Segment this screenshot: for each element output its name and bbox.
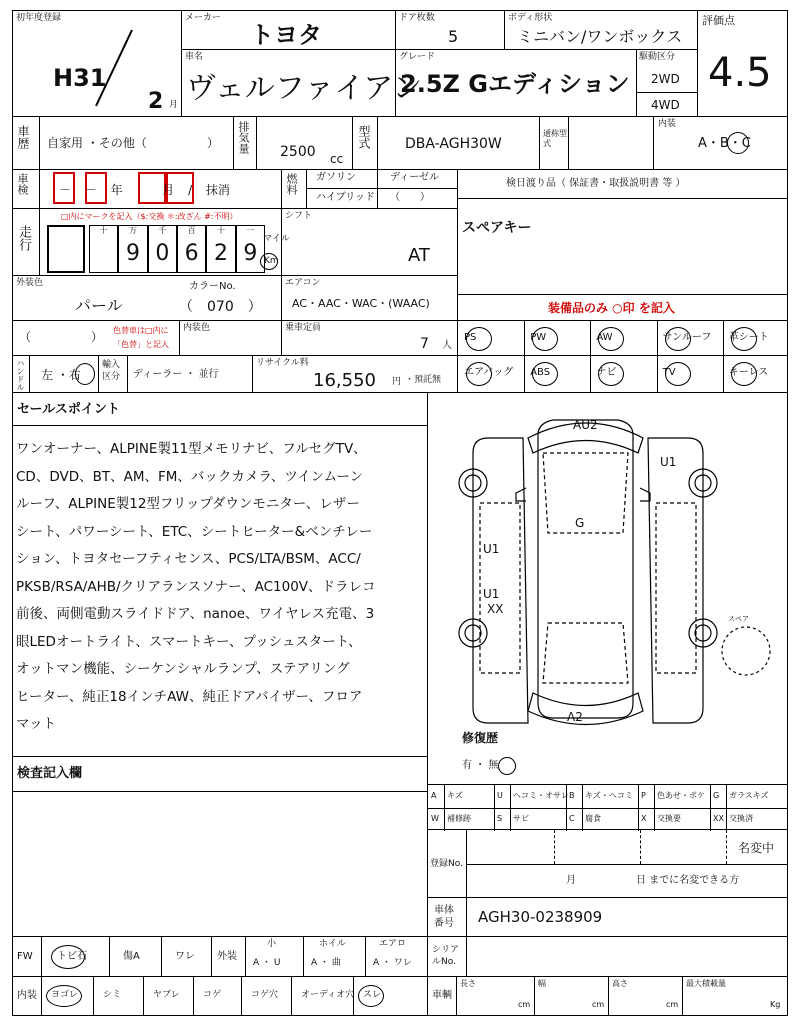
sales-points-line: ルーフ、ALPINE製12型フリップダウンモニター、レザー xyxy=(16,496,360,512)
equip-item-3: TV xyxy=(662,367,676,378)
mileage-unit-0: 十 xyxy=(99,226,108,235)
legend-divider xyxy=(582,785,583,808)
score-cell xyxy=(697,10,788,117)
mileage-unit: マイル xyxy=(263,234,290,244)
legend-label: 腐食 xyxy=(585,814,601,823)
interior-item-divider xyxy=(193,977,194,1015)
fw-label: FW xyxy=(17,951,33,962)
legend-code: XX xyxy=(713,814,724,823)
dims-height-unit: cm xyxy=(666,1000,679,1009)
common-model-label: 通称型式 xyxy=(543,129,567,148)
inspection-cell xyxy=(12,169,282,209)
capacity-unit: 人 xyxy=(442,340,452,351)
mileage-digit-4: 2 xyxy=(214,241,228,266)
interior-item-0: ヨゴレ xyxy=(51,990,79,1000)
import-label: 輸入区分 xyxy=(102,360,121,382)
interior-value: A・B・C xyxy=(698,136,751,151)
bottom-interior-label: 内装 xyxy=(17,990,37,1001)
equip-item-3: サンルーフ xyxy=(662,332,712,343)
legend-divider xyxy=(638,808,639,831)
equip-item-4: キーレス xyxy=(728,367,769,378)
dims-length-unit: cm xyxy=(518,1000,531,1009)
score-label: 評価点 xyxy=(702,14,735,27)
legend-label: 交換要 xyxy=(657,814,681,823)
handle-cell xyxy=(12,355,99,393)
equip-item-0-circle xyxy=(466,327,492,351)
interior-item-6: スレ xyxy=(363,990,382,1000)
legend-code: S xyxy=(497,814,503,823)
maker-cell xyxy=(181,10,396,50)
fuel-cell xyxy=(281,169,458,209)
color-change-cell xyxy=(12,320,180,356)
notes-cell xyxy=(457,198,788,295)
interior-item-5: オーディオ穴 xyxy=(301,990,355,1000)
interior-item-6-circle xyxy=(358,985,384,1007)
history-label: 車歴 xyxy=(16,125,30,149)
equip-divider xyxy=(723,321,724,355)
registration-label: 登録No. xyxy=(430,859,463,869)
interior-b-circle xyxy=(727,132,749,154)
legend-divider xyxy=(444,785,445,808)
wheel-value: A ・ 曲 xyxy=(311,958,341,968)
equip-item-0: PS xyxy=(464,332,477,343)
fuel-diesel: ディーゼル xyxy=(390,172,439,183)
doors-label: ドア枚数 xyxy=(399,13,435,23)
sales-points-line: マット xyxy=(16,716,56,732)
grade-value: 2.5Z Gエディション xyxy=(400,70,630,98)
body-value: ミニバン/ワンボックス xyxy=(517,27,683,46)
equip-item-1: PW xyxy=(530,332,547,343)
dims-maxload: 最大積載量 xyxy=(686,979,726,988)
damage-u1-a: U1 xyxy=(483,542,500,556)
aircon-cell xyxy=(281,275,458,321)
legend-label: 補修跡 xyxy=(447,814,471,823)
handle-value: 左 ・右 xyxy=(41,368,81,382)
displacement-unit: cc xyxy=(330,152,344,166)
exterior-color-cell xyxy=(12,275,282,321)
equip-divider xyxy=(524,356,525,392)
sales-points-line: CD、DVD、BT、AM、FM、バックカメラ、ツインムーン xyxy=(16,468,364,485)
legend-divider xyxy=(494,785,495,808)
first-registration-label: 初年度登録 xyxy=(16,13,62,23)
mileage-mark-box xyxy=(47,225,85,273)
inspection-label: 車検 xyxy=(16,173,29,195)
equip-divider xyxy=(657,321,658,355)
import-value: ディーラー ・ 並行 xyxy=(133,369,219,380)
shift-value: AT xyxy=(408,245,430,266)
legend-label: ヘコミ・オサレ xyxy=(513,791,569,800)
inspection-notes-title: 検査記入欄 xyxy=(17,766,83,781)
legend-code: B xyxy=(569,791,575,800)
name-change-value: 名変中 xyxy=(738,841,775,855)
aero-label: エアロ xyxy=(379,939,407,949)
maker-label: メーカー xyxy=(185,13,221,23)
dims-width: 幅 xyxy=(538,979,546,988)
chassis-label: 車体番号 xyxy=(434,905,454,929)
shift-cell xyxy=(281,208,458,276)
legend-divider xyxy=(444,808,445,831)
damage-au2: AU2 xyxy=(573,418,598,432)
interior-item-divider xyxy=(241,977,242,1015)
equipment-title: 装備品のみ ○印 を記入 xyxy=(548,301,675,315)
equip-item-2: ナビ xyxy=(596,367,617,378)
legend-label: 色あせ・ボケ xyxy=(657,791,705,800)
color-no-value: （ 070 ） xyxy=(179,299,262,315)
equip-divider xyxy=(590,356,591,392)
color-note-1: 色替車は□内に xyxy=(113,326,169,335)
equip-item-2-circle xyxy=(598,327,624,351)
equipment-row-1 xyxy=(457,320,788,356)
mileage-unit-5: 一 xyxy=(246,226,255,235)
equip-item-4: 革シート xyxy=(728,332,769,343)
recycle-label: リサイクル料 xyxy=(256,358,309,368)
damage-g: G xyxy=(575,516,585,530)
fw-item-1: 傷A xyxy=(123,951,140,962)
legend-divider xyxy=(566,808,567,831)
fw-item-0: トビ石 xyxy=(57,951,87,962)
equip-item-4-circle xyxy=(731,362,757,386)
damage-xx: XX xyxy=(487,602,504,616)
repair-none-circle xyxy=(498,757,516,775)
damage-a2: A2 xyxy=(567,710,583,724)
interior-item-2: ヤブレ xyxy=(153,990,180,1000)
interior-item-1: シミ xyxy=(103,990,122,1000)
notes-value: スペアキー xyxy=(462,220,532,236)
shift-label: シフト xyxy=(285,211,313,221)
small-value: A ・ U xyxy=(253,958,281,968)
legend-code: X xyxy=(641,814,647,823)
equipment-title-cell xyxy=(457,294,788,321)
equip-item-1-circle xyxy=(532,362,558,386)
model-cell xyxy=(352,116,540,170)
month-unit: 月 xyxy=(169,100,179,110)
color-note-2: 「色替」と記入 xyxy=(113,340,169,349)
equip-item-4-circle xyxy=(731,327,757,351)
interior-item-3: コゲ xyxy=(203,990,222,1000)
registration-slash xyxy=(90,28,140,108)
capacity-label: 乗車定員 xyxy=(285,323,322,333)
legend-divider xyxy=(710,808,711,831)
serial-cell xyxy=(427,936,788,977)
exterior-color-label: 外装色 xyxy=(16,278,44,288)
documents-value: 検日渡り品（ 保証書・取扱説明書 等 ） xyxy=(506,178,686,189)
capacity-cell xyxy=(281,320,458,356)
mileage-label: 走行 xyxy=(16,225,31,251)
history-value: 自家用 ・その他（ ） xyxy=(47,136,219,150)
legend-divider xyxy=(726,808,727,831)
serial-label: シリアルNo. xyxy=(432,945,460,967)
aero-value: A ・ ワレ xyxy=(373,958,412,968)
mileage-digit-1: 9 xyxy=(126,241,140,266)
handle-label: ハンドル xyxy=(16,359,25,391)
history-cell xyxy=(12,116,234,170)
chassis-value: AGH30-0238909 xyxy=(478,908,603,926)
fw-item-2: ワレ xyxy=(175,951,195,962)
mileage-digits xyxy=(89,225,265,273)
inspection-value: － － 年 月 / 抹消 xyxy=(59,183,230,197)
legend-label: キズ xyxy=(447,791,463,800)
equip-item-0-circle xyxy=(466,362,492,386)
km-circle xyxy=(260,253,278,270)
damage-u1-top: U1 xyxy=(660,455,677,469)
equip-divider xyxy=(590,321,591,355)
first-registration-era: H31 xyxy=(53,64,107,92)
mileage-digit-3: 6 xyxy=(184,241,199,266)
interior-item-4: コゲ穴 xyxy=(251,990,279,1000)
legend-divider xyxy=(654,785,655,808)
recycle-unit: 円 xyxy=(392,377,402,387)
equip-divider xyxy=(723,356,724,392)
legend-label: サビ xyxy=(513,814,529,823)
fuel-gasoline: ガソリン xyxy=(316,172,356,183)
equip-divider xyxy=(657,356,658,392)
fw-item-0-circle xyxy=(51,945,85,969)
mileage-mark-note: □内にマークを記入（$:交換 ＊:改ざん #:不明） xyxy=(61,212,238,221)
color-change-value: （ ） xyxy=(19,330,104,344)
vehicle-dims-cell xyxy=(427,976,788,1016)
sales-points-line: PKSB/RSA/AHB/クリアランスソナー、AC100V、ドラレコ xyxy=(16,578,376,595)
equip-item-3-circle xyxy=(662,362,691,386)
equipment-row-2 xyxy=(457,355,788,393)
repair-title: 修復歴 xyxy=(462,731,499,745)
sales-points-line: 眼LEDオートライト、スマートキー、プッシュスタート、 xyxy=(16,633,362,650)
equip-item-2-circle xyxy=(598,362,624,386)
drive-label: 駆動区分 xyxy=(639,52,676,62)
repair-answer: 有 ・ 無 xyxy=(462,760,499,771)
import-cell xyxy=(98,355,253,393)
registration-cell xyxy=(427,829,788,898)
legend-label: キズ・ヘコミ xyxy=(585,791,633,800)
legend-code: A xyxy=(431,791,437,800)
sales-points-section xyxy=(12,392,428,757)
model-value: DBA-AGH30W xyxy=(405,136,502,152)
sales-points-line: シート、パワーシート、ETC、シートヒーター&ベンチレー xyxy=(16,523,373,540)
legend-divider xyxy=(710,785,711,808)
interior-item-divider xyxy=(41,977,42,1015)
damage-diagram-section xyxy=(427,392,788,785)
drive-2wd: 2WD xyxy=(651,72,680,86)
mileage-unit-2: 千 xyxy=(158,226,167,235)
equip-item-2: AW xyxy=(596,332,613,343)
mileage-km: Km xyxy=(264,256,279,266)
spare-label: スペア xyxy=(728,615,749,623)
dims-length: 長さ xyxy=(460,979,476,988)
interior-color-cell xyxy=(179,320,282,356)
damage-legend xyxy=(427,784,788,830)
model-label: 型式 xyxy=(357,125,371,149)
handle-right-circle xyxy=(75,363,95,385)
legend-row-divider xyxy=(428,808,787,809)
doors-value: 5 xyxy=(448,27,459,46)
doors-cell xyxy=(395,10,505,50)
chassis-cell xyxy=(427,897,788,937)
car-name-label: 車名 xyxy=(185,52,204,62)
interior-label: 内装 xyxy=(658,119,677,129)
capacity-value: 7 xyxy=(420,336,429,352)
maker-value: トヨタ xyxy=(250,21,322,49)
equip-item-3-circle xyxy=(665,327,691,351)
color-no-label: カラーNo. xyxy=(189,281,236,292)
legend-code: U xyxy=(497,791,503,800)
equip-divider xyxy=(524,321,525,355)
name-change-deadline: 月 日 までに名変できる方 xyxy=(566,875,740,886)
common-model-cell xyxy=(539,116,654,170)
aircon-label: エアコン xyxy=(285,278,321,288)
legend-code: P xyxy=(641,791,646,800)
fuel-hybrid: ハイブリッド xyxy=(316,192,375,203)
fuel-label: 燃料 xyxy=(285,173,298,195)
score-value: 4.5 xyxy=(708,50,772,96)
sales-points-line: オットマン機能、シーケンシャルランプ、ステアリング xyxy=(16,661,350,677)
legend-divider xyxy=(510,808,511,831)
legend-label: 交換済 xyxy=(729,814,753,823)
drive-cell xyxy=(636,49,698,117)
mileage-cell xyxy=(12,208,290,276)
bottom-row-fw xyxy=(12,936,428,977)
sales-points-line: ヒーター、純正18インチAW、純正ドアバイザー、フロア xyxy=(16,688,363,705)
dims-label: 車輌 xyxy=(432,990,452,1001)
wheel-label: ホイル xyxy=(319,939,347,949)
car-name-value: ヴェルファイアン xyxy=(186,71,423,106)
legend-code: G xyxy=(713,791,720,800)
first-registration-month: 2 xyxy=(148,89,164,114)
damage-u1-b: U1 xyxy=(483,587,500,601)
legend-code: C xyxy=(569,814,575,823)
mileage-unit-4: 十 xyxy=(217,226,225,235)
interior-item-divider xyxy=(93,977,94,1015)
legend-divider xyxy=(566,785,567,808)
equip-item-1-circle xyxy=(532,327,558,351)
dims-height: 高さ xyxy=(612,979,628,988)
mileage-digit-5: 9 xyxy=(243,241,258,266)
sales-points-line: ワンオーナー、ALPINE製11型メモリナビ、フルセグTV、 xyxy=(16,441,367,457)
sales-points-title: セールスポイント xyxy=(17,402,120,417)
grade-label: グレード xyxy=(399,52,436,62)
interior-item-0-circle xyxy=(46,985,82,1007)
mileage-unit-3: 百 xyxy=(187,226,196,235)
aircon-value: AC・AAC・WAC・(WAAC) xyxy=(292,297,430,310)
equip-item-1: ABS xyxy=(530,367,551,378)
legend-divider xyxy=(726,785,727,808)
displacement-value: 2500 xyxy=(280,144,316,160)
interior-color-label: 内装色 xyxy=(183,323,211,333)
legend-code: W xyxy=(431,814,439,823)
mileage-unit-1: 万 xyxy=(129,226,137,235)
sales-points-line: ション、トヨタセーフティセンス、PCS/LTA/BSM、ACC/ xyxy=(16,551,361,567)
displacement-cell xyxy=(233,116,353,170)
grade-cell xyxy=(395,49,637,117)
recycle-deposit: ・預託無 xyxy=(405,375,442,385)
body-cell xyxy=(504,10,698,50)
interior-cell xyxy=(653,116,788,170)
inspection-notes-section xyxy=(12,756,428,937)
legend-label: ガラスキズ xyxy=(729,791,769,800)
dims-width-unit: cm xyxy=(592,1000,605,1009)
small-label: 小 xyxy=(267,939,277,949)
recycle-value: 16,550 xyxy=(313,370,376,391)
recycle-cell xyxy=(252,355,458,393)
interior-item-divider xyxy=(353,977,354,1015)
exterior-label: 外装 xyxy=(217,951,237,962)
body-label: ボディ形状 xyxy=(508,13,553,23)
dims-maxload-unit: Kg xyxy=(770,1000,781,1009)
drive-4wd: 4WD xyxy=(651,98,680,112)
legend-divider xyxy=(582,808,583,831)
legend-divider xyxy=(654,808,655,831)
legend-divider xyxy=(638,785,639,808)
equip-item-0: エアバッグ xyxy=(464,367,514,378)
interior-item-divider xyxy=(143,977,144,1015)
mileage-digit-2: 0 xyxy=(155,241,170,266)
documents-cell xyxy=(457,169,788,199)
legend-divider xyxy=(494,808,495,831)
exterior-color-value: パール xyxy=(75,296,123,315)
displacement-label: 排気量 xyxy=(237,121,250,154)
bottom-row-interior xyxy=(12,976,428,1016)
interior-item-divider xyxy=(291,977,292,1015)
sales-points-line: 前後、両側電動スライドドア、nanoe、ワイヤレス充電、3 xyxy=(16,606,375,622)
legend-divider xyxy=(510,785,511,808)
fuel-other: （ ） xyxy=(390,192,430,203)
